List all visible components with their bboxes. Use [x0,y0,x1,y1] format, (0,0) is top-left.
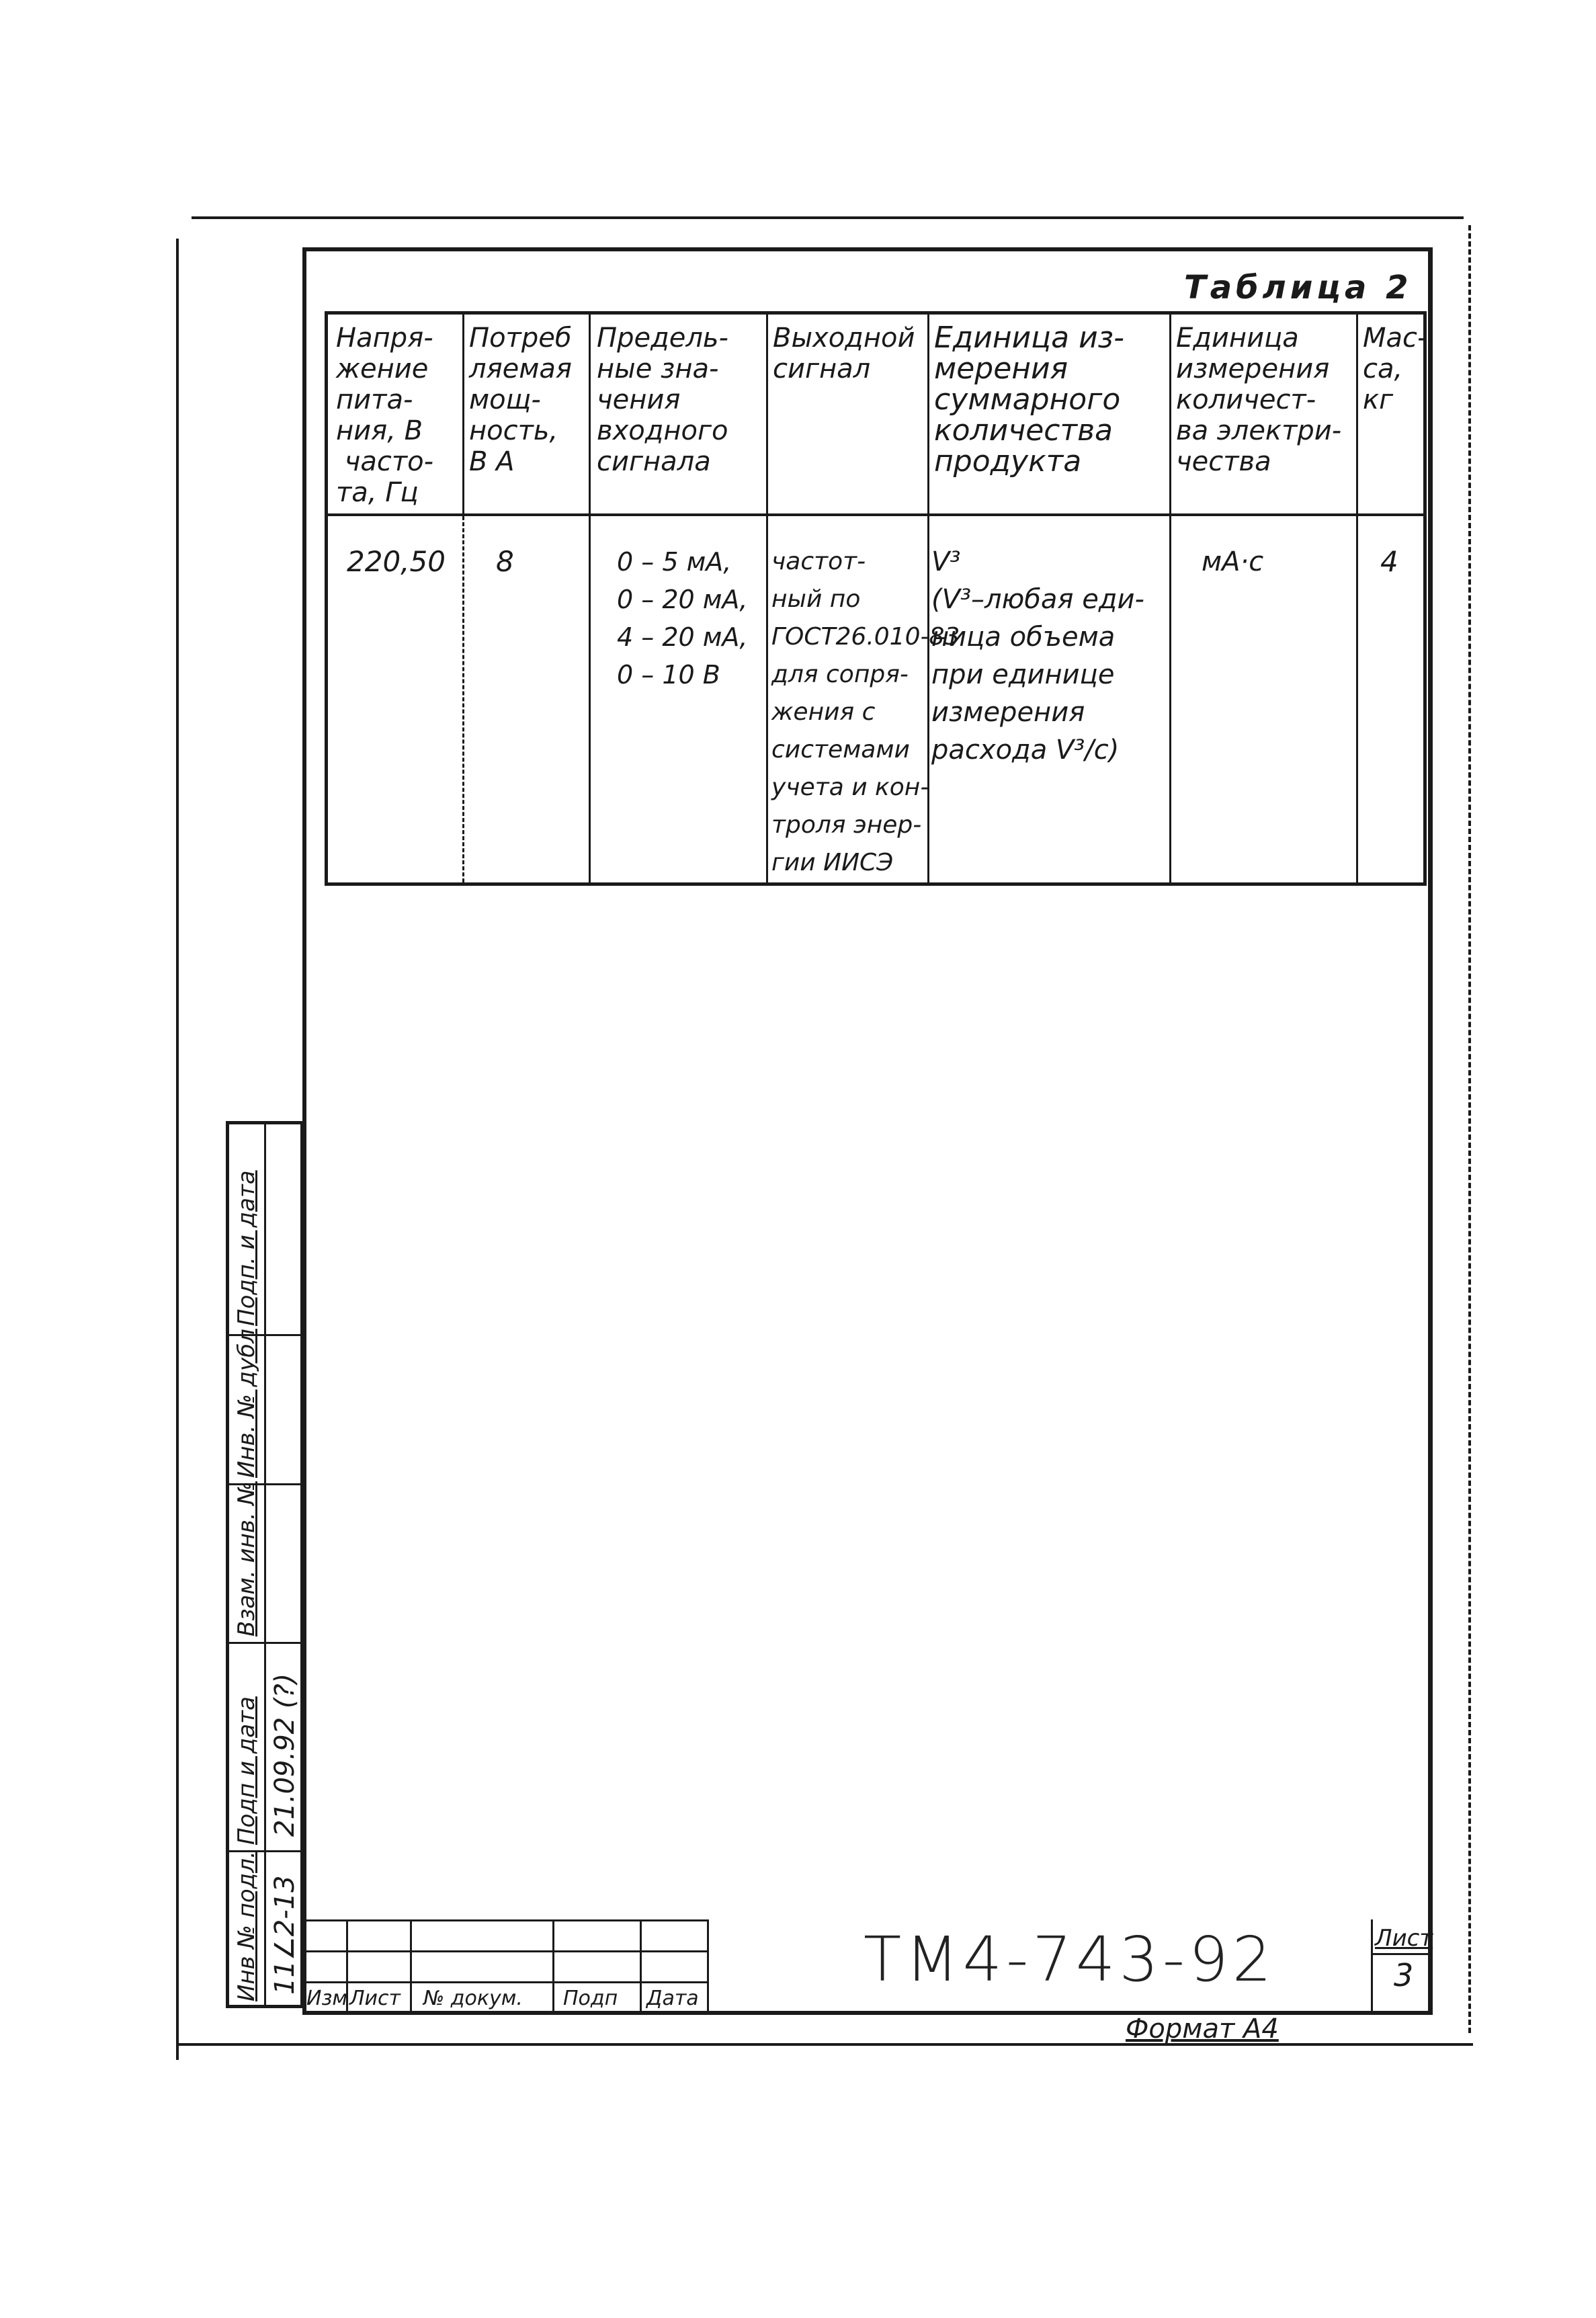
side-label-original-inv: Инв № подл. [233,1851,260,2001]
header-power: Потреб ляемая мощ- ность, В А [469,323,572,477]
stamp-col-2 [410,1919,412,2014]
sheet-label: Лист [1375,1925,1433,1952]
stamp-label-signature: Подп [563,1987,618,2010]
header-mass: Мас- са, кг [1363,323,1427,415]
side-label-sign-date: Подп. и дата [233,1170,260,1326]
side-label-sign-date-2: Подп и дата [233,1696,260,1845]
side-label-replacement-inv: Взам. инв. № [233,1481,260,1637]
top-rule [192,216,1464,219]
stamp-label-change: Изм [306,1987,348,2010]
left-rule [176,239,179,2060]
stamp-label-date: Дата [646,1987,699,2010]
stamp-label-doc-no: № докум. [423,1987,523,2010]
side-label-dup-inv: Инв. № дубл [233,1329,260,1478]
stamp-col-3 [552,1919,554,2014]
side-handwritten-inv: 11∠2-13 [269,1875,300,1995]
cell-mass: 4 [1380,545,1398,578]
stamp-col-5 [707,1919,709,2014]
header-input-limits: Предель- ные зна- чения входного сигнала [597,323,728,477]
cell-power: 8 [496,545,514,578]
col-sep-1 [462,315,464,513]
side-col-divider [264,1124,266,2005]
spec-table [325,311,1427,886]
cell-electricity-unit: мА·с [1202,546,1264,577]
right-trim-line [1468,225,1471,2033]
side-handwritten-date: 21.09.92 (?) [269,1673,300,1837]
stamp-col-4 [640,1919,642,2014]
header-voltage: Напря- жение пита- ния, В частo- та, Гц [336,323,434,508]
col-sep-1-body [462,516,464,882]
header-product-unit: Единица из- мерения суммарного количества продукта [934,321,1124,479]
side-approval-strip [226,1121,304,2008]
col-sep-5 [1169,315,1171,882]
document-code: ТМ4-743-92 [864,1923,1276,1995]
stamp-label-sheet: Лист [349,1987,401,2010]
sheet-number: 3 [1394,1957,1414,1993]
stamp-top-line [304,1919,707,1921]
header-divider [328,513,1423,516]
col-sep-6 [1356,315,1358,882]
stamp-mid-line [304,1950,707,1952]
cell-output-signal: частот- ный по ГОСТ26.010-83 для сопря- жения с системами учета и кон- троля энер- гии ИИСЭ [771,548,960,876]
col-sep-3 [766,315,768,882]
cell-input-limits: 0 – 5 мА, 0 – 20 мА, 4 – 20 мА, 0 – 10 В [617,547,748,690]
header-output-signal: Выходной сигнал [773,323,915,384]
stamp-bottom-line [304,1981,707,1983]
stamp-sheet-sep [1371,1919,1373,2014]
cell-product-unit: V³ (V³–любая еди- ница объема при единице измерения расхода V³/с) [931,546,1144,765]
side-row-divider-3 [229,1642,300,1644]
col-sep-2 [589,315,591,882]
table-caption: Таблица 2 [1184,269,1413,306]
cell-voltage: 220,50 [347,545,446,578]
header-electricity-unit: Единица измерения количест- ва электри- чества [1176,323,1342,477]
format-label: Формат А4 [1126,2014,1279,2044]
stamp-sheet-line [1371,1953,1431,1955]
